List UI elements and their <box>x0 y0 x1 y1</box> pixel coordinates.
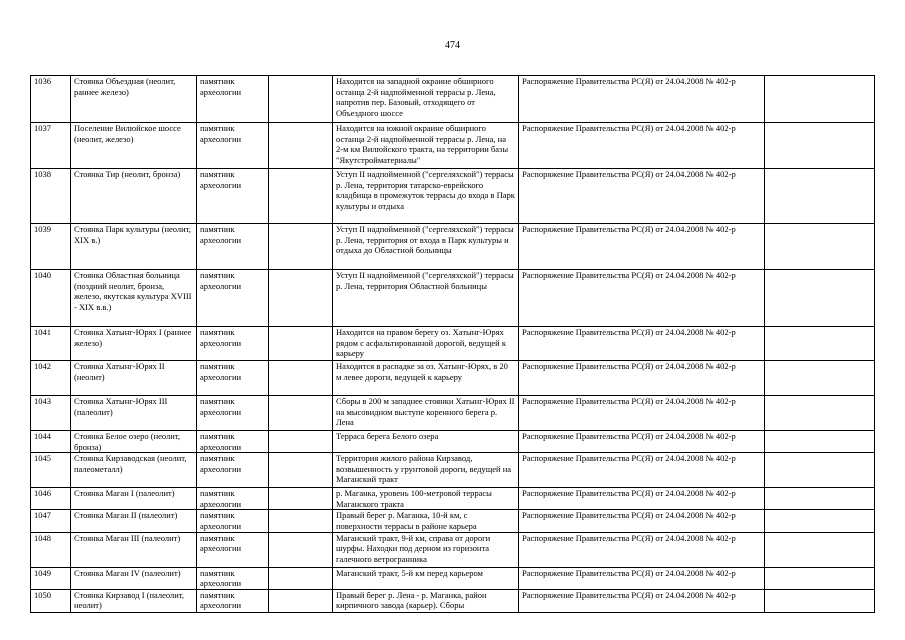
table-row <box>31 589 875 612</box>
empty-cell <box>765 532 875 567</box>
monument-category: памятник археологии <box>197 589 269 612</box>
empty-cell <box>269 327 333 361</box>
legal-document: Распоряжение Правительства РС(Я) от 24.04.2008 № 402-р <box>519 453 765 488</box>
empty-cell <box>765 589 875 612</box>
monument-name: Стоянка Областная больница (поздний неолит, бронза, железо, якутская культура XVIII - XIX в.в.) <box>71 270 197 327</box>
monument-category: памятник археологии <box>197 169 269 224</box>
monument-category: памятник археологии <box>197 76 269 123</box>
monument-name: Стоянка Маган II (палеолит) <box>71 510 197 532</box>
monument-name: Стоянка Маган IV (палеолит) <box>71 567 197 589</box>
empty-cell <box>765 453 875 488</box>
monument-name: Стоянка Парк культуры (неолит, XIX в.) <box>71 224 197 270</box>
row-number: 1040 <box>31 270 71 327</box>
monument-location: Маганский тракт, 5-й км перед карьером <box>333 567 519 589</box>
monument-category: памятник археологии <box>197 488 269 510</box>
table-row <box>31 567 875 589</box>
monument-location: Сборы в 200 м западнее стоянки Хатынг-Юрях II на мысовидном выступе коренного берега р. Лена <box>333 396 519 431</box>
monument-location: Территория жилого района Кирзавод, возвышенность у грунтовой дороги, ведущей на Маганский тракт <box>333 453 519 488</box>
monument-name: Стоянка Хатынг-Юрях II (неолит) <box>71 361 197 396</box>
empty-cell <box>269 453 333 488</box>
monument-category: памятник археологии <box>197 567 269 589</box>
monument-name: Стоянка Хатынг-Юрях I (раннее железо) <box>71 327 197 361</box>
legal-document: Распоряжение Правительства РС(Я) от 24.04.2008 № 402-р <box>519 532 765 567</box>
row-number: 1043 <box>31 396 71 431</box>
monument-name: Стоянка Кирзаводская (неолит, палеометалл) <box>71 453 197 488</box>
monument-location: Терраса берега Белого озера <box>333 431 519 453</box>
monument-location: Правый берег р. Лена - р. Маганка, район кирпичного завода (карьер). Сборы <box>333 589 519 612</box>
monument-category: памятник археологии <box>197 510 269 532</box>
empty-cell <box>765 76 875 123</box>
row-number: 1041 <box>31 327 71 361</box>
empty-cell <box>269 169 333 224</box>
monument-category: памятник археологии <box>197 453 269 488</box>
monument-category: памятник археологии <box>197 532 269 567</box>
empty-cell <box>269 224 333 270</box>
legal-document: Распоряжение Правительства РС(Я) от 24.04.2008 № 402-р <box>519 510 765 532</box>
empty-cell <box>765 361 875 396</box>
monument-name: Стоянка Хатынг-Юрях III (палеолит) <box>71 396 197 431</box>
row-number: 1047 <box>31 510 71 532</box>
table-row <box>31 169 875 224</box>
monument-name: Поселение Вилюйское шоссе (неолит, железо) <box>71 123 197 169</box>
empty-cell <box>765 510 875 532</box>
monument-location: Уступ II надпойменной ("сергеляхской") террасы р. Лена, территория Областной больницы <box>333 270 519 327</box>
monument-name: Стоянка Маган III (палеолит) <box>71 532 197 567</box>
empty-cell <box>269 431 333 453</box>
monument-category: памятник археологии <box>197 327 269 361</box>
empty-cell <box>269 532 333 567</box>
legal-document: Распоряжение Правительства РС(Я) от 24.04.2008 № 402-р <box>519 224 765 270</box>
table-row <box>31 396 875 431</box>
empty-cell <box>269 396 333 431</box>
monument-name: Стоянка Кирзавод I (палеолит, неолит) <box>71 589 197 612</box>
table-body <box>31 76 875 613</box>
legal-document: Распоряжение Правительства РС(Я) от 24.04.2008 № 402-р <box>519 361 765 396</box>
row-number: 1049 <box>31 567 71 589</box>
page-number: 474 <box>445 40 460 51</box>
table-row <box>31 488 875 510</box>
empty-cell <box>269 123 333 169</box>
empty-cell <box>269 510 333 532</box>
empty-cell <box>765 567 875 589</box>
row-number: 1038 <box>31 169 71 224</box>
empty-cell <box>765 327 875 361</box>
empty-cell <box>269 567 333 589</box>
table-row <box>31 123 875 169</box>
monument-category: памятник археологии <box>197 224 269 270</box>
monument-location: Находится на южной окраине обширного останца 2-й надпойменной террасы р. Лена, на 2-м км Вилюйского тракта, на территории базы "Якутстройматериалы" <box>333 123 519 169</box>
empty-cell <box>765 123 875 169</box>
monument-location: Уступ II надпойменной ("сергеляхской") террасы р. Лена, территория от входа в Парк культуры и отдыха до Областной больницы <box>333 224 519 270</box>
table-row <box>31 361 875 396</box>
monument-name: Стоянка Тир (неолит, бронза) <box>71 169 197 224</box>
empty-cell <box>765 270 875 327</box>
row-number: 1042 <box>31 361 71 396</box>
empty-cell <box>269 589 333 612</box>
row-number: 1044 <box>31 431 71 453</box>
legal-document: Распоряжение Правительства РС(Я) от 24.04.2008 № 402-р <box>519 396 765 431</box>
empty-cell <box>765 488 875 510</box>
empty-cell <box>765 396 875 431</box>
monument-location: р. Маганка, уровень 100-метровой террасы Маганского тракта <box>333 488 519 510</box>
row-number: 1037 <box>31 123 71 169</box>
monument-category: памятник археологии <box>197 361 269 396</box>
monument-location: Находится на правом берегу оз. Хатынг-Юрях рядом с асфальтированной дорогой, ведущей к карьеру <box>333 327 519 361</box>
row-number: 1039 <box>31 224 71 270</box>
row-number: 1036 <box>31 76 71 123</box>
legal-document: Распоряжение Правительства РС(Я) от 24.04.2008 № 402-р <box>519 567 765 589</box>
empty-cell <box>269 488 333 510</box>
empty-cell <box>269 270 333 327</box>
monument-location: Уступ II надпойменной ("сергеляхской") террасы р. Лена, территория татарско-еврейского кладбища в промежуток террасы до входа в Парк культуры и отдыха <box>333 169 519 224</box>
monument-category: памятник археологии <box>197 431 269 453</box>
heritage-registry-table <box>30 75 875 613</box>
legal-document: Распоряжение Правительства РС(Я) от 24.04.2008 № 402-р <box>519 431 765 453</box>
empty-cell <box>765 431 875 453</box>
monument-category: памятник археологии <box>197 270 269 327</box>
empty-cell <box>765 169 875 224</box>
monument-location: Маганский тракт, 9-й км, справа от дороги шурфы. Находки под дерном из горизонта галечного ветрогранника <box>333 532 519 567</box>
monument-name: Стоянка Объездная (неолит, раннее железо) <box>71 76 197 123</box>
row-number: 1046 <box>31 488 71 510</box>
legal-document: Распоряжение Правительства РС(Я) от 24.04.2008 № 402-р <box>519 589 765 612</box>
legal-document: Распоряжение Правительства РС(Я) от 24.04.2008 № 402-р <box>519 327 765 361</box>
table-row <box>31 453 875 488</box>
legal-document: Распоряжение Правительства РС(Я) от 24.04.2008 № 402-р <box>519 76 765 123</box>
empty-cell <box>765 224 875 270</box>
row-number: 1048 <box>31 532 71 567</box>
legal-document: Распоряжение Правительства РС(Я) от 24.04.2008 № 402-р <box>519 123 765 169</box>
empty-cell <box>269 361 333 396</box>
monument-location: Находится на западной окраине обширного останца 2-й надпойменной террасы р. Лена, напротив пер. Базовый, отходящего от Объездного шоссе <box>333 76 519 123</box>
monument-location: Находится в распадке за оз. Хатынг-Юрях, в 20 м левее дороги, ведущей к карьеру <box>333 361 519 396</box>
monument-category: памятник археологии <box>197 396 269 431</box>
legal-document: Распоряжение Правительства РС(Я) от 24.04.2008 № 402-р <box>519 270 765 327</box>
table-row <box>31 532 875 567</box>
table-row <box>31 431 875 453</box>
row-number: 1045 <box>31 453 71 488</box>
monument-location: Правый берег р. Маганка, 10-й км, с поверхности террасы в районе карьера <box>333 510 519 532</box>
monument-name: Стоянка Маган I (палеолит) <box>71 488 197 510</box>
row-number: 1050 <box>31 589 71 612</box>
table-row <box>31 327 875 361</box>
table-row <box>31 510 875 532</box>
legal-document: Распоряжение Правительства РС(Я) от 24.04.2008 № 402-р <box>519 169 765 224</box>
table-row <box>31 270 875 327</box>
empty-cell <box>269 76 333 123</box>
monument-category: памятник археологии <box>197 123 269 169</box>
table-row <box>31 76 875 123</box>
legal-document: Распоряжение Правительства РС(Я) от 24.04.2008 № 402-р <box>519 488 765 510</box>
table-row <box>31 224 875 270</box>
monument-name: Стоянка Белое озеро (неолит, бронза) <box>71 431 197 453</box>
